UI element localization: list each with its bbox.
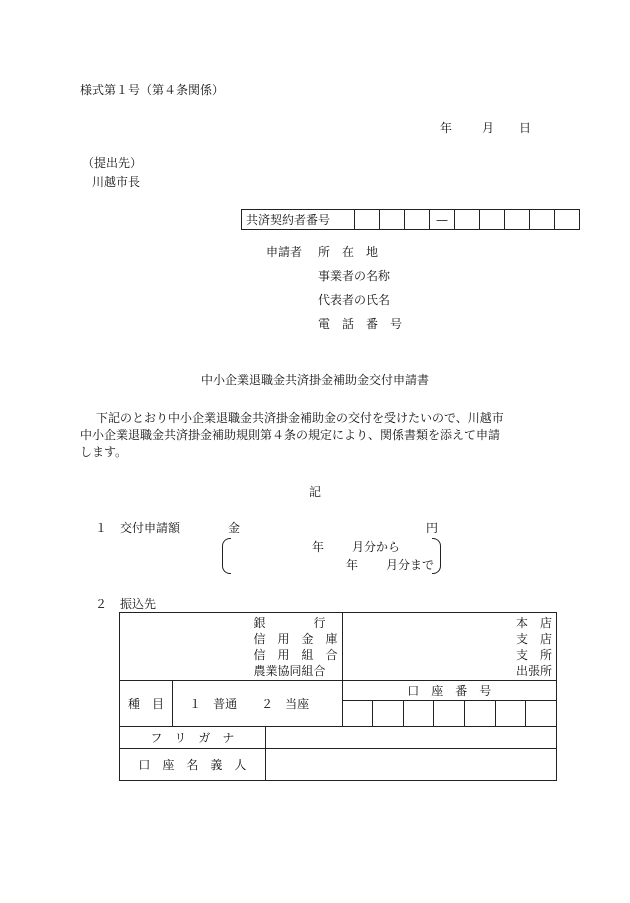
date-year-label: 年 <box>440 121 453 135</box>
holder-table <box>119 726 557 781</box>
account-digit-box[interactable] <box>465 701 496 727</box>
contract-digit-box[interactable] <box>455 210 480 230</box>
bank-type-cell[interactable] <box>120 613 343 681</box>
submit-to-label: （提出先） <box>82 156 143 170</box>
account-digit-box[interactable] <box>342 701 373 727</box>
date-month-label: 月 <box>482 121 495 135</box>
account-number-label: 口 座 番 号 <box>342 681 556 701</box>
item1-number: １ <box>95 521 108 535</box>
contract-separator: — <box>430 210 455 230</box>
branch-type-main: 本 店 <box>515 615 552 630</box>
ki-heading: 記 <box>308 485 321 499</box>
furigana-input[interactable] <box>265 727 556 749</box>
account-digit-box[interactable] <box>403 701 434 727</box>
account-digit-box[interactable] <box>495 701 526 727</box>
bank-table <box>119 612 557 727</box>
contract-digit-box[interactable] <box>405 210 430 230</box>
contract-digit-box[interactable] <box>530 210 555 230</box>
bank-type-shinkumi: 信 用 組 合 <box>253 647 338 662</box>
applicant-phone-label: 電 話 番 号 <box>318 317 403 331</box>
item2-label: 振込先 <box>120 597 157 611</box>
document-title: 中小企業退職金共済掛金補助金交付申請書 <box>200 373 429 387</box>
submit-to-recipient: 川越市長 <box>92 175 141 189</box>
item1-prefix: 金 <box>228 521 241 535</box>
branch-type-branch: 支 店 <box>515 631 552 646</box>
furigana-label: フ リ ガ ナ <box>120 727 266 749</box>
applicant-representative-label: 代表者の氏名 <box>318 293 391 307</box>
contract-digit-box[interactable] <box>555 210 580 230</box>
account-digit-box[interactable] <box>373 701 404 727</box>
account-digit-box[interactable] <box>434 701 465 727</box>
bank-type-bank: 銀 行 <box>253 615 326 630</box>
bank-type-shinkin: 信 用 金 庫 <box>253 631 338 646</box>
period-to: 月分まで <box>386 558 435 572</box>
applicant-address-label: 所 在 地 <box>318 245 379 259</box>
contract-digit-box[interactable] <box>380 210 405 230</box>
date-day-label: 日 <box>519 121 532 135</box>
period-from-year: 年 <box>312 540 325 554</box>
body-line-2: 中小企業退職金共済掛金補助規則第４条の規定により、関係書類を添えて申請 <box>80 428 501 442</box>
branch-type-office: 出張所 <box>515 663 552 678</box>
branch-type-sub: 支 所 <box>515 647 552 662</box>
item2-number: ２ <box>95 597 108 611</box>
applicant-business-name-label: 事業者の名称 <box>318 269 391 283</box>
account-digit-box[interactable] <box>526 701 557 727</box>
contract-digit-box[interactable] <box>355 210 380 230</box>
item1-unit: 円 <box>426 521 439 535</box>
item1-label: 交付申請額 <box>120 521 181 535</box>
applicant-label: 申請者 <box>266 245 303 259</box>
period-bracket-left <box>222 538 231 574</box>
period-from: 月分から <box>352 540 401 554</box>
bank-type-ja: 農業協同組合 <box>253 663 326 678</box>
body-line-1: 下記のとおり中小企業退職金共済掛金補助金の交付を受けたいので、川越市 <box>96 411 504 425</box>
holder-input[interactable] <box>265 749 556 781</box>
holder-label: 口 座 名 義 人 <box>120 749 266 781</box>
kind-label: 種 目 <box>120 681 173 727</box>
body-line-3: します。 <box>80 445 128 459</box>
contract-number-table <box>241 209 580 230</box>
period-to-year: 年 <box>346 558 359 572</box>
contract-digit-box[interactable] <box>480 210 505 230</box>
kind-options[interactable]: １ 普通 ２ 当座 <box>173 681 342 727</box>
branch-type-cell[interactable] <box>342 613 556 681</box>
form-number: 様式第１号（第４条関係） <box>80 83 225 97</box>
contract-number-label: 共済契約者番号 <box>242 210 355 230</box>
contract-digit-box[interactable] <box>505 210 530 230</box>
